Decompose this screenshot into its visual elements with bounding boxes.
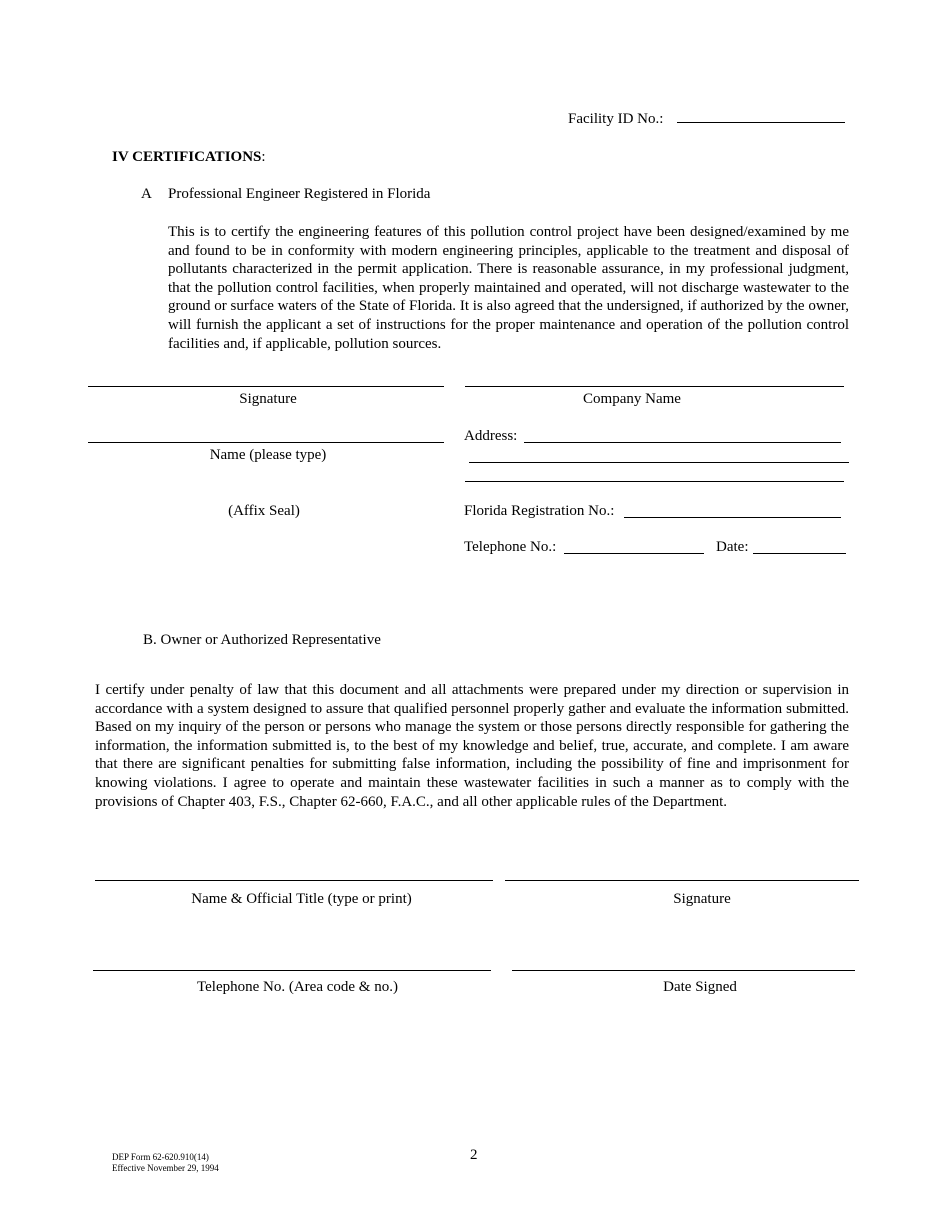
- effective-date: Effective November 29, 1994: [112, 1163, 219, 1173]
- facility-id-blank[interactable]: [677, 110, 845, 123]
- owner-signature-label: Signature: [673, 891, 731, 907]
- owner-telephone-label: Telephone No. (Area code & no.): [197, 979, 398, 995]
- pe-signature-label: Signature: [239, 391, 297, 407]
- address-line-1[interactable]: [524, 442, 841, 443]
- company-name-label: Company Name: [583, 391, 681, 407]
- owner-name-title-line[interactable]: [95, 880, 493, 881]
- address-line-2[interactable]: [469, 462, 849, 463]
- address-label: Address:: [464, 428, 518, 444]
- section-title: [112, 149, 266, 166]
- pe-date-line[interactable]: [753, 553, 846, 554]
- owner-telephone-line[interactable]: [93, 970, 491, 971]
- affix-seal-label: (Affix Seal): [228, 503, 300, 519]
- part-a-letter: A: [141, 186, 152, 202]
- pe-date-label: Date:: [716, 539, 749, 555]
- pe-name-label: Name (please type): [209, 447, 327, 463]
- facility-id-label: Facility ID No.:: [568, 111, 664, 127]
- part-b-title: B. Owner or Authorized Representative: [143, 632, 381, 648]
- owner-date-signed-line[interactable]: [512, 970, 855, 971]
- part-b-paragraph: I certify under penalty of law that this document and all attachments were prepared under my direction or supervision in accordance with a system designed to assure that qualified personnel properly gather and evaluate the information submitted. Based on my inquiry of the person or persons who manage the system or those persons directly responsible for gathering the information, the information submitted is, to the best of my knowledge and belief, true, accurate, and complete. I am aware that there are significant penalties for submitting false information, including the possibility of fine and imprisonment for knowing violations. I agree to operate and maintain these wastewater facilities in such a manner as to comply with the provisions of Chapter 403, F.S., Chapter 62-660, F.A.C., and all other applicable rules of the Department.: [95, 682, 849, 810]
- registration-line[interactable]: [624, 517, 841, 518]
- form-number: DEP Form 62-620.910(14): [112, 1152, 209, 1162]
- facility-id-field: [568, 110, 845, 128]
- part-a-title: Professional Engineer Registered in Florida: [168, 186, 431, 202]
- pe-telephone-label: Telephone No.:: [464, 539, 557, 555]
- owner-signature-line[interactable]: [505, 880, 859, 881]
- section-title-colon: :: [261, 149, 266, 165]
- pe-name-line[interactable]: [88, 442, 444, 443]
- part-a-paragraph: This is to certify the engineering features of this pollution control project have been designed/examined by me and found to be in conformity with modern engineering principles, applicable to the treatment and disposal of pollutants characterized in the permit application. There is reasonable assurance, in my professional judgment, that the pollution control facilities, when properly maintained and operated, will not discharge wastewater to the ground or surface waters of the State of Florida. It is also agreed that the undersigned, if authorized by the owner, will furnish the applicant a set of instructions for the proper maintenance and operation of the pollution control facilities and, if applicable, pollution sources.: [168, 224, 849, 352]
- address-line-3[interactable]: [465, 481, 844, 482]
- registration-label: Florida Registration No.:: [464, 503, 615, 519]
- page-number: 2: [470, 1147, 478, 1163]
- section-title-text: IV CERTIFICATIONS: [112, 149, 262, 165]
- owner-name-title-label: Name & Official Title (type or print): [191, 891, 412, 907]
- company-name-line[interactable]: [465, 386, 844, 387]
- pe-signature-line[interactable]: [88, 386, 444, 387]
- pe-telephone-line[interactable]: [564, 553, 704, 554]
- owner-date-signed-label: Date Signed: [663, 979, 737, 995]
